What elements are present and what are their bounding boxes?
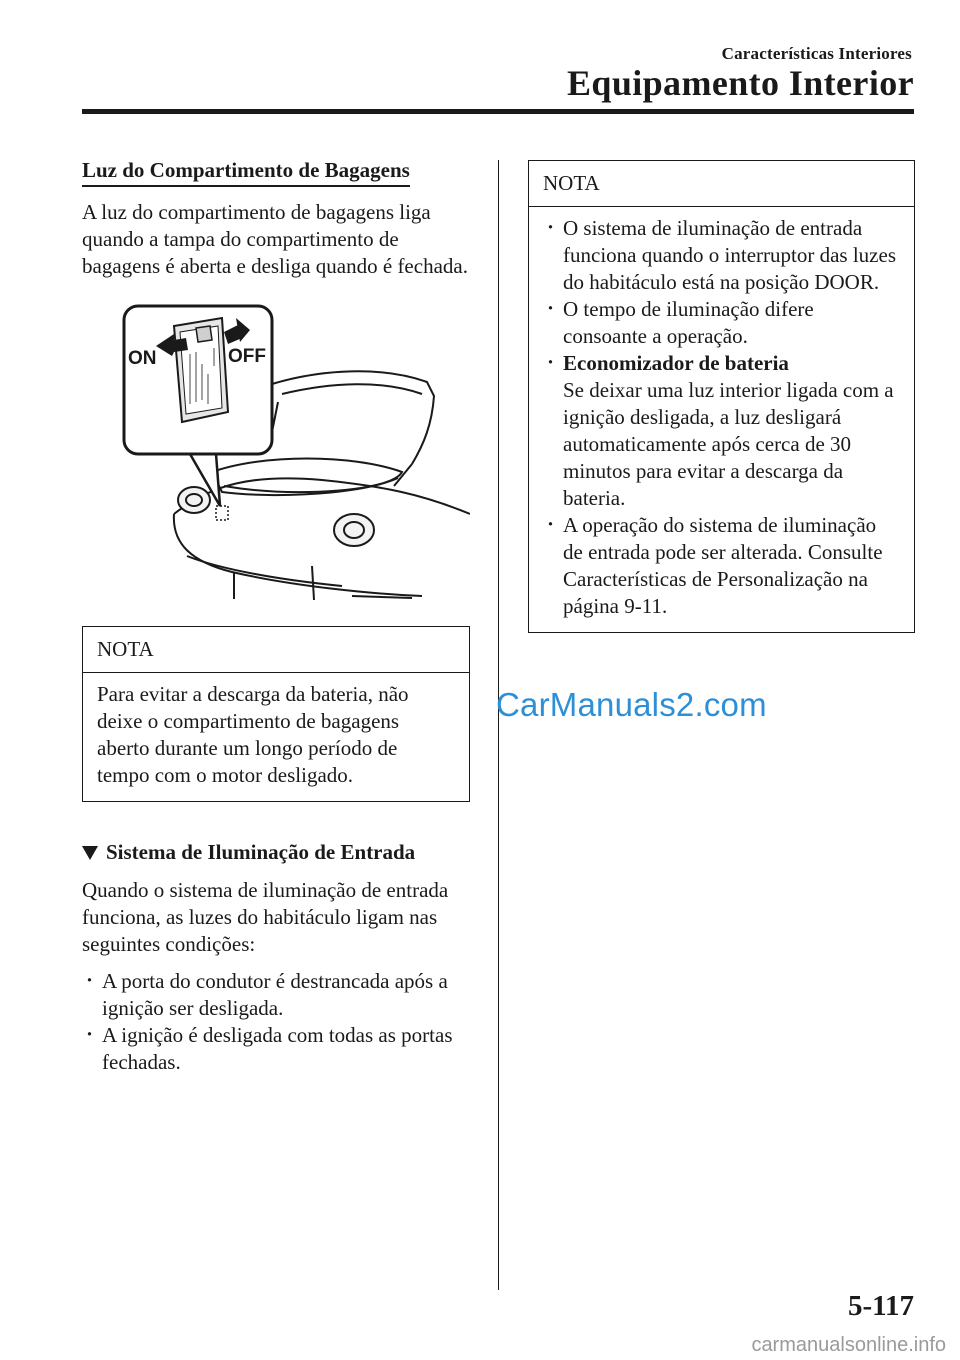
trunk-light-illustration xyxy=(82,304,470,604)
page-number: 5-117 xyxy=(847,1290,914,1322)
list-item xyxy=(543,215,900,296)
triangle-down-icon xyxy=(82,846,98,860)
note-item-text: O tempo de iluminação difere consoante a operação. xyxy=(563,297,814,348)
note-item-title: Economizador de bateria xyxy=(563,351,789,375)
left-column xyxy=(82,158,470,1076)
subsection-paragraph: Quando o sistema de iluminação de entrada funciona, as luzes do habitáculo ligam nas seguintes condições: xyxy=(82,878,449,956)
light-marker xyxy=(216,506,228,520)
list-item xyxy=(543,296,900,350)
note-list xyxy=(543,215,900,620)
note-item-text: O sistema de iluminação de entrada funciona quando o interruptor das luzes do habitáculo está na posição DOOR. xyxy=(563,216,896,294)
chapter-subtitle: Características Interiores xyxy=(721,44,912,63)
header-rule xyxy=(82,109,914,114)
intro-paragraph: A luz do compartimento de bagagens liga quando a tampa do compartimento de bagagens é aberta e desliga quando é fechada. xyxy=(82,200,468,278)
note-body xyxy=(529,207,914,632)
footer-site-link[interactable]: carmanualsonline.info xyxy=(751,1334,946,1356)
watermark-logo: CarManuals2.com xyxy=(496,686,767,723)
list-item xyxy=(543,512,900,620)
subsection-title: Sistema de Iluminação de Entrada xyxy=(106,840,416,864)
label-on: ON xyxy=(128,348,157,369)
list-item xyxy=(543,350,900,512)
light-switch xyxy=(174,318,228,422)
note-box-entry-lighting xyxy=(528,160,915,633)
label-off: OFF xyxy=(228,346,266,367)
note-heading: NOTA xyxy=(83,627,469,673)
trunk-illustration-svg xyxy=(82,304,470,604)
note-heading: NOTA xyxy=(529,161,914,207)
right-column xyxy=(528,160,915,633)
note-item-text: Se deixar uma luz interior ligada com a ignição desligada, a luz desligará automaticamente após cerca de 30 minutos para evitar a descarga da bateria. xyxy=(563,378,894,510)
page-title: Equipamento Interior xyxy=(566,63,914,103)
note-body: Para evitar a descarga da bateria, não deixe o compartimento de bagagens aberto durante um longo período de tempo com o motor desligado. xyxy=(97,682,409,787)
list-item: · A ignição é desligada com todas as portas fechadas. xyxy=(82,1022,470,1076)
conditions-list xyxy=(82,968,470,1076)
subsection-entry-lighting xyxy=(82,840,470,865)
list-item: · A porta do condutor é destrancada após a ignição ser desligada. xyxy=(82,968,470,1022)
column-divider xyxy=(498,160,499,1290)
note-box-battery xyxy=(82,626,470,802)
note-item-text: A operação do sistema de iluminação de entrada pode ser alterada. Consulte Características de Personalização na página 9-11. xyxy=(563,513,883,618)
section-title-luggage-light: Luz do Compartimento de Bagagens xyxy=(82,158,410,187)
